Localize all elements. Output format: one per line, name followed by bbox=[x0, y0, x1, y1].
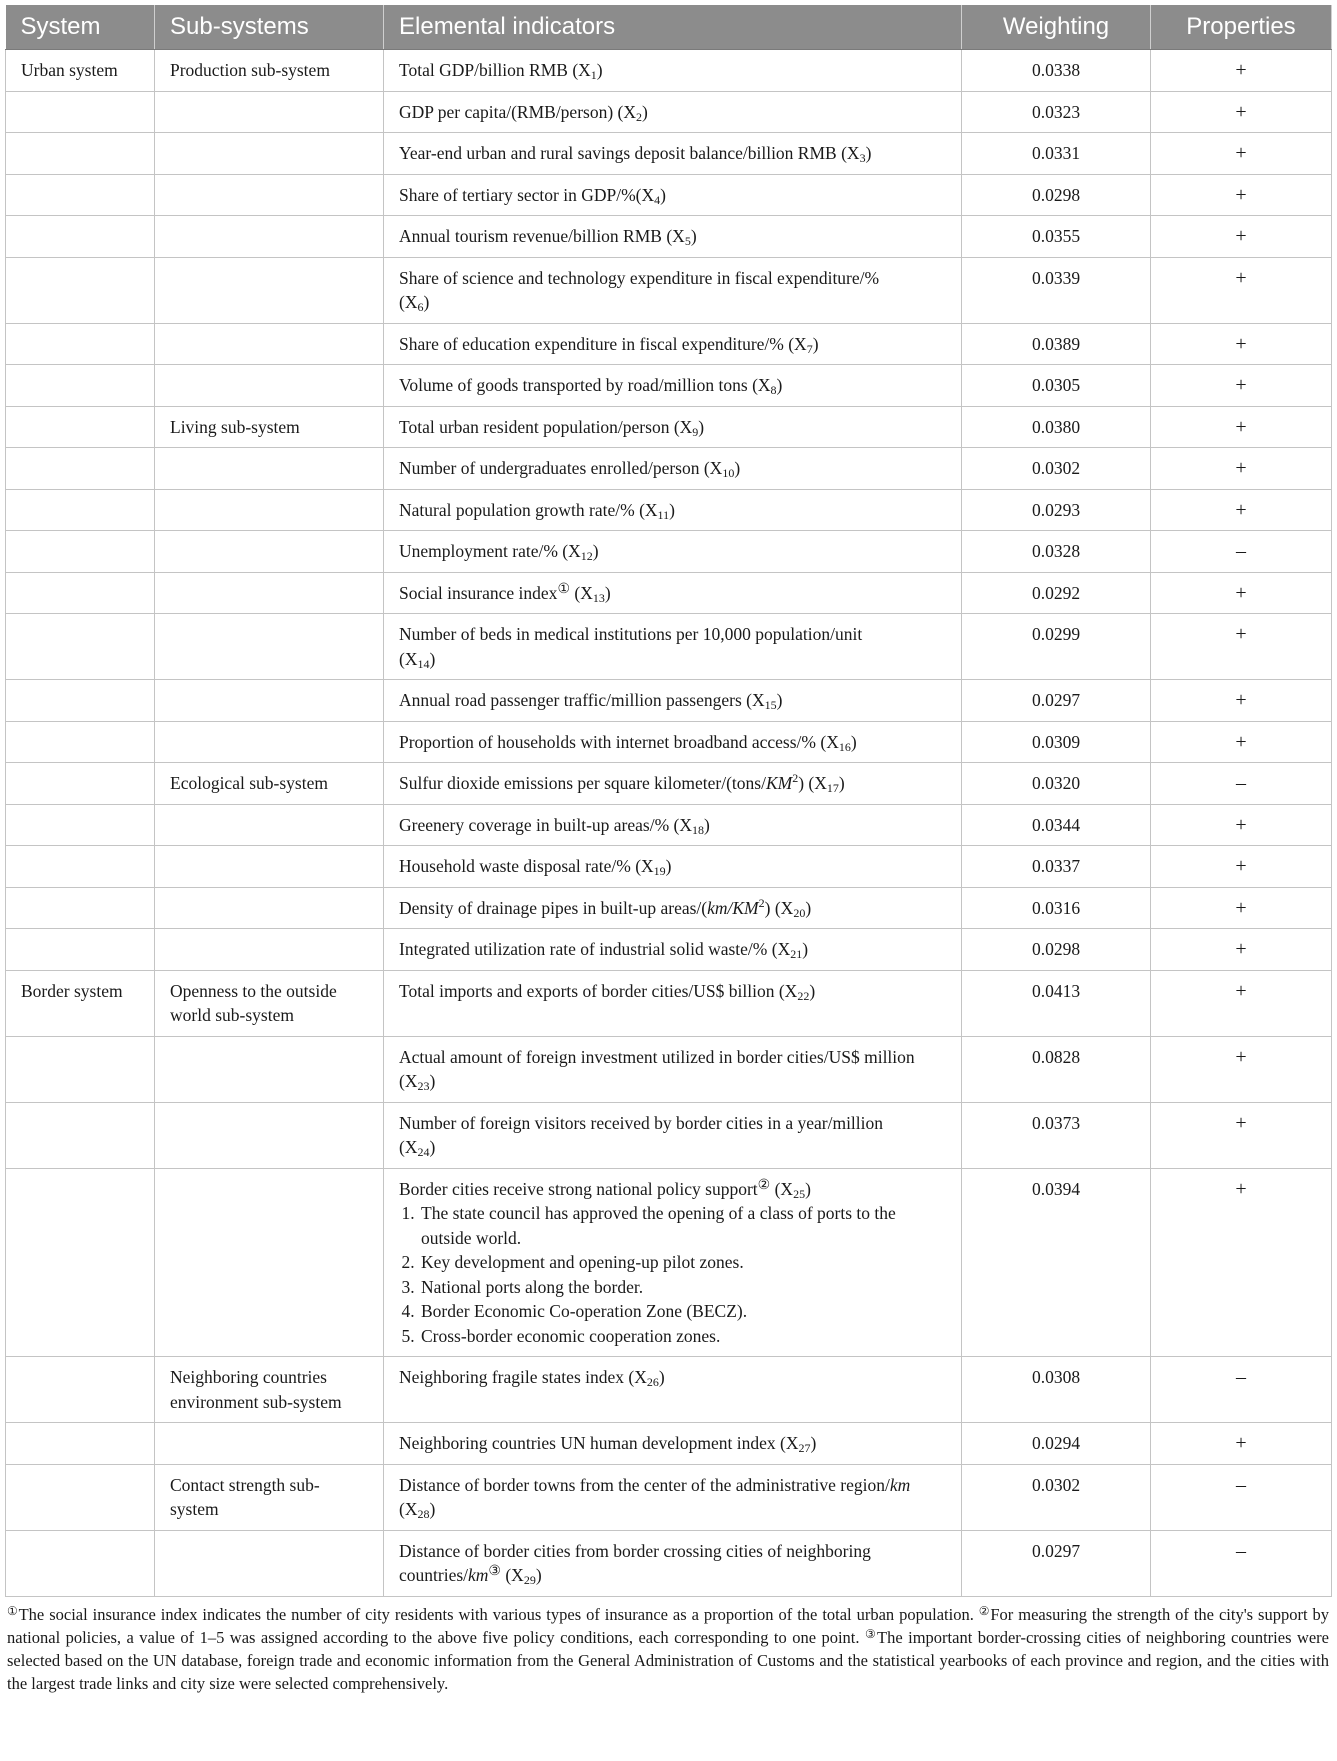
indicator-text: Natural population growth rate/% bbox=[399, 499, 635, 520]
indicator-text-end: ) bbox=[798, 773, 805, 793]
subsystem-cell bbox=[155, 1036, 384, 1102]
table-row bbox=[6, 133, 1332, 175]
indicator-code: 25 bbox=[793, 1186, 806, 1201]
header-system: System bbox=[6, 5, 155, 50]
property-cell: – bbox=[1151, 763, 1332, 805]
indicator-code: 27 bbox=[798, 1441, 811, 1455]
subsystem-cell bbox=[155, 448, 384, 490]
weighting-cell: 0.0309 bbox=[962, 721, 1151, 763]
indicator-code: 23 bbox=[417, 1079, 430, 1093]
subsystem-cell bbox=[155, 257, 384, 323]
indicator-unit: km bbox=[468, 1565, 489, 1585]
indicator-cell: Share of tertiary sector in GDP/$\%(X_4)$ bbox=[384, 174, 962, 216]
indicator-unit: KM bbox=[765, 773, 793, 793]
subsystem-cell bbox=[155, 91, 384, 133]
system-cell bbox=[6, 1357, 155, 1423]
unit-exponent: 2 bbox=[758, 895, 765, 910]
table-body bbox=[6, 50, 1332, 1597]
table-header-row bbox=[6, 5, 1332, 50]
system-cell bbox=[6, 406, 155, 448]
system-cell bbox=[6, 365, 155, 407]
weighting-cell: 0.0292 bbox=[962, 572, 1151, 614]
indicator-code: 13 bbox=[592, 590, 605, 605]
system-cell bbox=[6, 614, 155, 680]
indicator-cell: Annual road passenger traffic/million passengers $(X_{15})$ bbox=[384, 680, 962, 722]
indicator-code: 6 bbox=[417, 300, 424, 314]
indicator-cell: Share of science and technology expenditure in fiscal expenditure/% $(X_6)$ bbox=[384, 257, 962, 323]
indicator-cell: Distance of border cities from border crossing cities of neighboring countries/km③ $(X_{29})$ bbox=[384, 1530, 962, 1596]
subsystem-cell bbox=[155, 614, 384, 680]
subsystem-cell: Contact strength sub-system bbox=[155, 1464, 384, 1530]
indicator-text: Neighboring fragile states index bbox=[399, 1367, 625, 1387]
table-row bbox=[6, 680, 1332, 722]
table-row bbox=[6, 929, 1332, 971]
table-row bbox=[6, 1530, 1332, 1596]
property-cell: + bbox=[1151, 365, 1332, 407]
policy-conditions-list bbox=[399, 1201, 946, 1348]
indicator-text: Total urban resident population/person bbox=[399, 416, 670, 437]
indicator-text: Neighboring countries UN human development index bbox=[399, 1433, 776, 1453]
subsystem-cell bbox=[155, 133, 384, 175]
indicator-cell: Neighboring fragile states index $(X_{26})$ bbox=[384, 1357, 962, 1423]
subsystem-cell bbox=[155, 846, 384, 888]
property-cell: + bbox=[1151, 133, 1332, 175]
weighting-cell: 0.0302 bbox=[962, 1464, 1151, 1530]
system-cell bbox=[6, 489, 155, 531]
indicator-code: 8 bbox=[770, 383, 777, 397]
indicator-text: Distance of border towns from the center of the administrative region/ bbox=[399, 1474, 890, 1495]
indicator-code: 3 bbox=[859, 151, 866, 165]
system-cell bbox=[6, 174, 155, 216]
system-cell bbox=[6, 1530, 155, 1596]
subsystem-cell: Openness to the outside world sub-system bbox=[155, 970, 384, 1036]
property-cell: + bbox=[1151, 174, 1332, 216]
indicator-text: Density of drainage pipes in built-up areas/( bbox=[399, 897, 708, 918]
table-row bbox=[6, 887, 1332, 929]
table-row bbox=[6, 614, 1332, 680]
weighting-cell: 0.0355 bbox=[962, 216, 1151, 258]
indicator-text: Share of education expenditure in fiscal expenditure/% bbox=[399, 333, 784, 354]
property-cell: + bbox=[1151, 614, 1332, 680]
indicator-code: 15 bbox=[764, 698, 777, 712]
indicator-text: Annual tourism revenue/billion RMB bbox=[399, 226, 662, 246]
system-cell bbox=[6, 1102, 155, 1168]
indicator-text: GDP per capita/(RMB/person) bbox=[399, 101, 614, 122]
property-cell: + bbox=[1151, 1102, 1332, 1168]
indicator-text: Volume of goods transported by road/million tons bbox=[399, 375, 748, 395]
weighting-cell: 0.0299 bbox=[962, 614, 1151, 680]
policy-condition: 2. Key development and opening-up pilot zones. bbox=[419, 1250, 946, 1275]
indicator-text: Border cities receive strong national policy support bbox=[399, 1178, 758, 1199]
property-cell: + bbox=[1151, 50, 1332, 92]
property-cell: + bbox=[1151, 257, 1332, 323]
property-cell: + bbox=[1151, 1036, 1332, 1102]
indicator-text: Number of foreign visitors received by border cities in a year/million bbox=[399, 1112, 884, 1133]
system-cell: Urban system bbox=[6, 50, 155, 92]
table-row bbox=[6, 489, 1332, 531]
policy-condition: 4. Border Economic Co-operation Zone (BECZ). bbox=[419, 1299, 946, 1324]
property-cell: + bbox=[1151, 846, 1332, 888]
indicator-code: 9 bbox=[692, 424, 699, 439]
weighting-cell: 0.0297 bbox=[962, 680, 1151, 722]
weighting-cell: 0.0373 bbox=[962, 1102, 1151, 1168]
indicator-code: 24 bbox=[417, 1145, 430, 1159]
property-cell: + bbox=[1151, 970, 1332, 1036]
table-row bbox=[6, 1102, 1332, 1168]
indicator-code: 29 bbox=[523, 1573, 536, 1587]
indicator-text: Social insurance index bbox=[399, 582, 558, 603]
footnote-marker: ② bbox=[757, 1177, 771, 1193]
table-row bbox=[6, 257, 1332, 323]
system-cell bbox=[6, 531, 155, 573]
system-cell bbox=[6, 929, 155, 971]
table-row bbox=[6, 1357, 1332, 1423]
table-footnotes bbox=[5, 1597, 1331, 1695]
property-cell: + bbox=[1151, 1168, 1332, 1357]
property-cell: + bbox=[1151, 216, 1332, 258]
table-row bbox=[6, 406, 1332, 448]
policy-condition: 5. Cross-border economic cooperation zones. bbox=[419, 1324, 946, 1349]
indicator-code: 4 bbox=[654, 192, 661, 207]
policy-condition: 3. National ports along the border. bbox=[419, 1275, 946, 1300]
system-cell bbox=[6, 680, 155, 722]
subsystem-cell bbox=[155, 804, 384, 846]
system-cell bbox=[6, 572, 155, 614]
indicator-code: 7 bbox=[806, 341, 813, 356]
indicator-text: Greenery coverage in built-up areas/% bbox=[399, 814, 670, 835]
indicator-code: 18 bbox=[692, 822, 704, 837]
weighting-cell: 0.0298 bbox=[962, 174, 1151, 216]
weighting-cell: 0.0380 bbox=[962, 406, 1151, 448]
subsystem-cell: Ecological sub-system bbox=[155, 763, 384, 805]
system-cell bbox=[6, 846, 155, 888]
indicator-cell: Year-end urban and rural savings deposit balance/billion RMB $(X_3)$ bbox=[384, 133, 962, 175]
property-cell: – bbox=[1151, 1464, 1332, 1530]
indicator-cell: Number of foreign visitors received by border cities in a year/million $(X_{24})$ bbox=[384, 1102, 962, 1168]
indicator-code: 2 bbox=[636, 109, 643, 124]
indicator-cell: Annual tourism revenue/billion RMB $(X_5)$ bbox=[384, 216, 962, 258]
indicator-cell: Household waste disposal rate/% $(X_{19})$ bbox=[384, 846, 962, 888]
indicator-text: Number of undergraduates enrolled/person bbox=[399, 458, 700, 478]
indicator-cell: Sulfur dioxide emissions per square kilometer/$(tons/KM^2)$ $(X_{17})$ bbox=[384, 763, 962, 805]
indicator-code: 10 bbox=[722, 466, 735, 480]
system-cell bbox=[6, 1464, 155, 1530]
property-cell: + bbox=[1151, 572, 1332, 614]
indicator-text: Distance of border cities from border crossing cities of neighboring countries/ bbox=[399, 1540, 871, 1585]
table-row bbox=[6, 91, 1332, 133]
indicator-text: Proportion of households with internet broadband access/% bbox=[399, 731, 816, 752]
weighting-cell: 0.0305 bbox=[962, 365, 1151, 407]
weighting-cell: 0.0394 bbox=[962, 1168, 1151, 1357]
table-row bbox=[6, 763, 1332, 805]
indicator-cell: Density of drainage pipes in built-up areas/$(km/KM^2)$ $(X_{20})$ bbox=[384, 887, 962, 929]
indicator-text: Annual road passenger traffic/million passengers bbox=[399, 690, 742, 710]
system-cell bbox=[6, 804, 155, 846]
indicator-text: Household waste disposal rate/% bbox=[399, 856, 631, 876]
indicator-cell: Total urban resident population/person $(X_9)$ bbox=[384, 406, 962, 448]
indicator-cell: GDP per capita/(RMB/person) $(X_2)$ bbox=[384, 91, 962, 133]
subsystem-cell bbox=[155, 1423, 384, 1465]
indicator-text: Total imports and exports of border cities/US$ billion bbox=[399, 980, 775, 1001]
subsystem-cell bbox=[155, 489, 384, 531]
indicator-code: 14 bbox=[417, 656, 430, 671]
weighting-cell: 0.0328 bbox=[962, 531, 1151, 573]
subsystem-cell bbox=[155, 1530, 384, 1596]
property-cell: – bbox=[1151, 531, 1332, 573]
system-cell bbox=[6, 721, 155, 763]
unit-exponent: 2 bbox=[792, 771, 799, 785]
weighting-cell: 0.0293 bbox=[962, 489, 1151, 531]
indicator-table-container bbox=[5, 5, 1331, 1695]
indicator-cell: Integrated utilization rate of industrial solid waste/% $(X_{21})$ bbox=[384, 929, 962, 971]
indicator-cell: Border cities receive strong national policy support② $(X_{25})$ 1. The state council has approved the opening of a class of ports to the outside world. 2. Key development and opening-up pilot zones. 3. National ports along the border. 4. Border Economic Co-operation Zone (BECZ). 5. Cross-border economic cooperation zones. bbox=[384, 1168, 962, 1357]
indicator-text: Actual amount of foreign investment utilized in border cities/US$ million bbox=[399, 1046, 915, 1067]
subsystem-cell bbox=[155, 365, 384, 407]
indicator-text: Year-end urban and rural savings deposit balance/billion RMB bbox=[399, 143, 837, 163]
footnote-marker: ② bbox=[978, 1603, 991, 1618]
property-cell: + bbox=[1151, 1423, 1332, 1465]
subsystem-cell bbox=[155, 572, 384, 614]
indicator-code: 17 bbox=[826, 781, 839, 795]
table-row bbox=[6, 970, 1332, 1036]
subsystem-cell bbox=[155, 174, 384, 216]
property-cell: + bbox=[1151, 406, 1332, 448]
indicator-cell: Greenery coverage in built-up areas/% $(X_{18})$ bbox=[384, 804, 962, 846]
property-cell: + bbox=[1151, 91, 1332, 133]
table-row bbox=[6, 721, 1332, 763]
footnote-text: For measuring the strength of the city's support by national policies, a value of 1–5 was assigned according to the above five policy conditions, each corresponding to one point. bbox=[7, 1604, 1329, 1647]
subsystem-cell bbox=[155, 680, 384, 722]
header-subsystems: Sub-systems bbox=[155, 5, 384, 50]
policy-condition: 1. The state council has approved the opening of a class of ports to the outside world. bbox=[419, 1201, 946, 1250]
indicator-code: 5 bbox=[684, 234, 691, 248]
property-cell: + bbox=[1151, 448, 1332, 490]
weighting-cell: 0.0331 bbox=[962, 133, 1151, 175]
system-cell: Border system bbox=[6, 970, 155, 1036]
system-cell bbox=[6, 1168, 155, 1357]
footnote-text: The important border-crossing cities of neighboring countries were selected based on the UN database, foreign trade and economic information from the General Administration of Customs and the statistical yearbooks of each province and region, and the cities with the largest trade links and city size were selected comprehensively. bbox=[7, 1627, 1329, 1693]
table-row bbox=[6, 804, 1332, 846]
weighting-cell: 0.0316 bbox=[962, 887, 1151, 929]
weighting-cell: 0.0323 bbox=[962, 91, 1151, 133]
indicator-code: 1 bbox=[590, 68, 597, 82]
subsystem-cell bbox=[155, 1168, 384, 1357]
footnote-marker: ③ bbox=[488, 1564, 501, 1579]
table-row bbox=[6, 1168, 1332, 1357]
subsystem-cell: Production sub-system bbox=[155, 50, 384, 92]
indicator-cell: Share of education expenditure in fiscal expenditure/% $(X_7)$ bbox=[384, 323, 962, 365]
table-row bbox=[6, 50, 1332, 92]
weighting-cell: 0.0828 bbox=[962, 1036, 1151, 1102]
indicator-text: Total GDP/billion RMB bbox=[399, 60, 568, 80]
indicator-code: 28 bbox=[417, 1507, 430, 1521]
system-cell bbox=[6, 91, 155, 133]
property-cell: + bbox=[1151, 680, 1332, 722]
system-cell bbox=[6, 1423, 155, 1465]
table-row bbox=[6, 846, 1332, 888]
table-row bbox=[6, 1423, 1332, 1465]
weighting-cell: 0.0297 bbox=[962, 1530, 1151, 1596]
indicator-cell: Total imports and exports of border cities/US$ billion $(X_{22})$ bbox=[384, 970, 962, 1036]
property-cell: – bbox=[1151, 1530, 1332, 1596]
subsystem-cell: Living sub-system bbox=[155, 406, 384, 448]
indicator-cell: Proportion of households with internet broadband access/% $(X_{16})$ bbox=[384, 721, 962, 763]
indicator-cell: Unemployment rate/% $(X_{12})$ bbox=[384, 531, 962, 573]
table-row bbox=[6, 365, 1332, 407]
indicator-cell: Total GDP/billion RMB $(X_1)$ bbox=[384, 50, 962, 92]
indicator-code: 11 bbox=[657, 507, 670, 522]
weighting-cell: 0.0344 bbox=[962, 804, 1151, 846]
subsystem-cell bbox=[155, 1102, 384, 1168]
subsystem-cell: Neighboring countries environment sub-system bbox=[155, 1357, 384, 1423]
indicator-text: Sulfur dioxide emissions per square kilometer/(tons/ bbox=[399, 773, 766, 793]
indicator-text: Share of science and technology expenditure in fiscal expenditure/% bbox=[399, 267, 880, 288]
indicator-code: 26 bbox=[646, 1375, 659, 1389]
property-cell: + bbox=[1151, 489, 1332, 531]
system-cell bbox=[6, 887, 155, 929]
property-cell: + bbox=[1151, 721, 1332, 763]
indicator-text: Number of beds in medical institutions per 10,000 population/unit bbox=[399, 624, 863, 644]
weighting-cell: 0.0298 bbox=[962, 929, 1151, 971]
subsystem-cell bbox=[155, 887, 384, 929]
indicator-code: 20 bbox=[793, 905, 806, 920]
system-cell bbox=[6, 216, 155, 258]
footnote-marker: ③ bbox=[864, 1626, 878, 1641]
indicator-text: Share of tertiary sector in GDP/% bbox=[399, 184, 636, 205]
indicator-cell: Volume of goods transported by road/million tons $(X_8)$ bbox=[384, 365, 962, 407]
weighting-cell: 0.0320 bbox=[962, 763, 1151, 805]
header-elemental-indicators: Elemental indicators bbox=[384, 5, 962, 50]
table-row bbox=[6, 323, 1332, 365]
subsystem-cell bbox=[155, 929, 384, 971]
weighting-cell: 0.0339 bbox=[962, 257, 1151, 323]
table-row bbox=[6, 216, 1332, 258]
table-row bbox=[6, 572, 1332, 614]
weighting-cell: 0.0308 bbox=[962, 1357, 1151, 1423]
indicator-cell: Distance of border towns from the center of the administrative region/km $(X_{28})$ bbox=[384, 1464, 962, 1530]
indicator-cell: Neighboring countries UN human development index $(X_{27})$ bbox=[384, 1423, 962, 1465]
property-cell: + bbox=[1151, 323, 1332, 365]
indicator-cell: Social insurance index① $(X_{13})$ bbox=[384, 572, 962, 614]
system-cell bbox=[6, 448, 155, 490]
property-cell: + bbox=[1151, 887, 1332, 929]
subsystem-cell bbox=[155, 323, 384, 365]
weighting-cell: 0.0413 bbox=[962, 970, 1151, 1036]
weighting-cell: 0.0302 bbox=[962, 448, 1151, 490]
indicator-cell: Number of undergraduates enrolled/person $(X_{10})$ bbox=[384, 448, 962, 490]
indicator-code: 21 bbox=[790, 947, 803, 961]
footnote-text: The social insurance index indicates the number of city residents with various types of insurance as a proportion of the total urban population. bbox=[18, 1604, 974, 1624]
weighting-cell: 0.0294 bbox=[962, 1423, 1151, 1465]
indicator-code: 22 bbox=[797, 988, 810, 1003]
indicator-text: Integrated utilization rate of industrial solid waste/% bbox=[399, 939, 768, 959]
property-cell: – bbox=[1151, 1357, 1332, 1423]
table-row bbox=[6, 1464, 1332, 1530]
indicator-text: Unemployment rate/% bbox=[399, 541, 558, 561]
system-cell bbox=[6, 257, 155, 323]
system-cell bbox=[6, 323, 155, 365]
header-weighting: Weighting bbox=[962, 5, 1151, 50]
subsystem-cell bbox=[155, 531, 384, 573]
indicator-code: 19 bbox=[653, 864, 666, 878]
footnote-marker: ① bbox=[557, 581, 570, 597]
indicator-table bbox=[5, 5, 1332, 1597]
indicator-cell: Actual amount of foreign investment utilized in border cities/US$ million $(X_{23})$ bbox=[384, 1036, 962, 1102]
subsystem-cell bbox=[155, 721, 384, 763]
indicator-cell: Natural population growth rate/% $(X_{11})$ bbox=[384, 489, 962, 531]
system-cell bbox=[6, 763, 155, 805]
system-cell bbox=[6, 1036, 155, 1102]
weighting-cell: 0.0338 bbox=[962, 50, 1151, 92]
indicator-cell: Number of beds in medical institutions per 10,000 population/unit $(X_{14})$ bbox=[384, 614, 962, 680]
table-row bbox=[6, 1036, 1332, 1102]
indicator-code: 12 bbox=[580, 549, 593, 563]
table-row bbox=[6, 531, 1332, 573]
header-properties: Properties bbox=[1151, 5, 1332, 50]
table-row bbox=[6, 448, 1332, 490]
indicator-text-end: ) bbox=[764, 897, 771, 918]
property-cell: + bbox=[1151, 804, 1332, 846]
property-cell: + bbox=[1151, 929, 1332, 971]
weighting-cell: 0.0337 bbox=[962, 846, 1151, 888]
table-row bbox=[6, 174, 1332, 216]
subsystem-cell bbox=[155, 216, 384, 258]
footnote-marker: ① bbox=[7, 1603, 19, 1618]
indicator-unit: km/KM bbox=[707, 897, 759, 918]
system-cell bbox=[6, 133, 155, 175]
weighting-cell: 0.0389 bbox=[962, 323, 1151, 365]
indicator-code: 16 bbox=[838, 739, 851, 754]
indicator-unit: km bbox=[889, 1474, 911, 1495]
